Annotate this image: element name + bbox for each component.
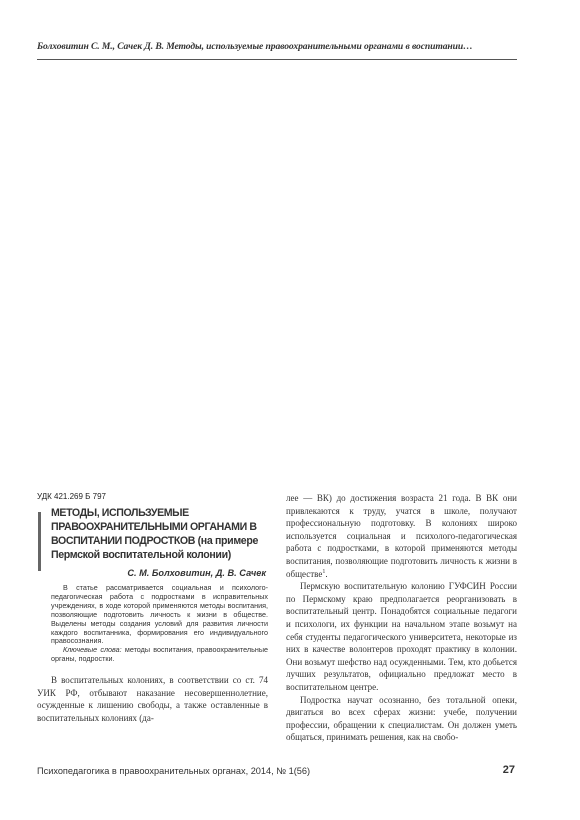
abstract-text: В статье рассматривается социальная и психолого-педагогическая работа с подростками в исправительных учреждениях, в ходе которой применяются методы воспитания, позволяющие подготовить личность к жизни в обществе. Выделены методы создания условий для развития личности каждого воспитанника, формирования его индивидуального правосознания. (51, 583, 268, 646)
keywords-label: Ключевые слова: (63, 645, 122, 655)
paragraph-text: лее — ВК) до достижения возраста 21 года. В ВК они привлекаются к труду, учатся в школе, получают профессиональную подготовку. В колониях широко используется социальная и психолого-педагогическая работа с подростками, в которой применяются методы воспитания, позволяющие подготовить личность к жизни в обществе (286, 493, 517, 579)
article-title (51, 506, 268, 562)
paragraph-end: . (325, 568, 328, 579)
title-accent-bar (38, 512, 41, 571)
keywords-text: методы воспитания, правоохранительные органы, подростки. (51, 645, 268, 664)
page-footer (37, 766, 517, 780)
udc-code: УДК 421.269 Б 797 (37, 492, 106, 501)
article-title-block (37, 506, 268, 562)
left-column (37, 492, 268, 725)
spacer (37, 664, 268, 674)
keywords (51, 646, 268, 664)
footnote-reference[interactable]: 1 (322, 568, 326, 575)
page-number: 27 (502, 764, 515, 776)
article-authors: С. М. Болховитин, Д. В. Сачек (127, 568, 266, 578)
right-column (286, 492, 517, 744)
abstract (51, 584, 268, 664)
running-head: Болховитин С. М., Сачек Д. В. Методы, используемые правоохранительными органами в воспитании… (37, 41, 473, 52)
article-title-subtitle: (на примере Пермской воспитательной колонии) (51, 535, 259, 561)
header-rule (37, 59, 517, 60)
body-paragraph: Пермскую воспитательную колонию ГУФСИН России по Пермскому краю предполагается реорганизовать в воспитательный центр. Понадобятся социальные педагоги и психологи, их функции на начальном этапе возьмут на себя студенты педагогического университета, некоторые из них в качестве волонтеров проходят практику в колонии. Они возьмут шефство над осужденными. Тем, кто добьется лучших результатов, официально предложат место в воспитательном центре. (286, 581, 517, 692)
body-paragraph (286, 492, 517, 580)
article-title-main: МЕТОДЫ, ИСПОЛЬЗУЕМЫЕ ПРАВООХРАНИТЕЛЬНЫМИ ОРГАНАМИ В ВОСПИТАНИИ ПОДРОСТКОВ (51, 507, 257, 547)
body-text-right (286, 492, 517, 744)
journal-citation: Психопедагогика в правоохранительных органах, 2014, № 1(56) (37, 766, 311, 776)
body-text-left (37, 674, 268, 724)
body-paragraph: В воспитательных колониях, в соответствии со ст. 74 УИК РФ, отбывают наказание несовершеннолетние, осужденные к лишению свободы, а также оставленные в воспитательных колониях (да- (37, 675, 268, 723)
body-paragraph: Подростка научат осознанно, без тотальной опеки, двигаться во всех сферах жизни: учебе, получении профессии, обращении к специалистам. Он должен уметь общаться, принимать решения, как на свобо- (286, 694, 517, 743)
